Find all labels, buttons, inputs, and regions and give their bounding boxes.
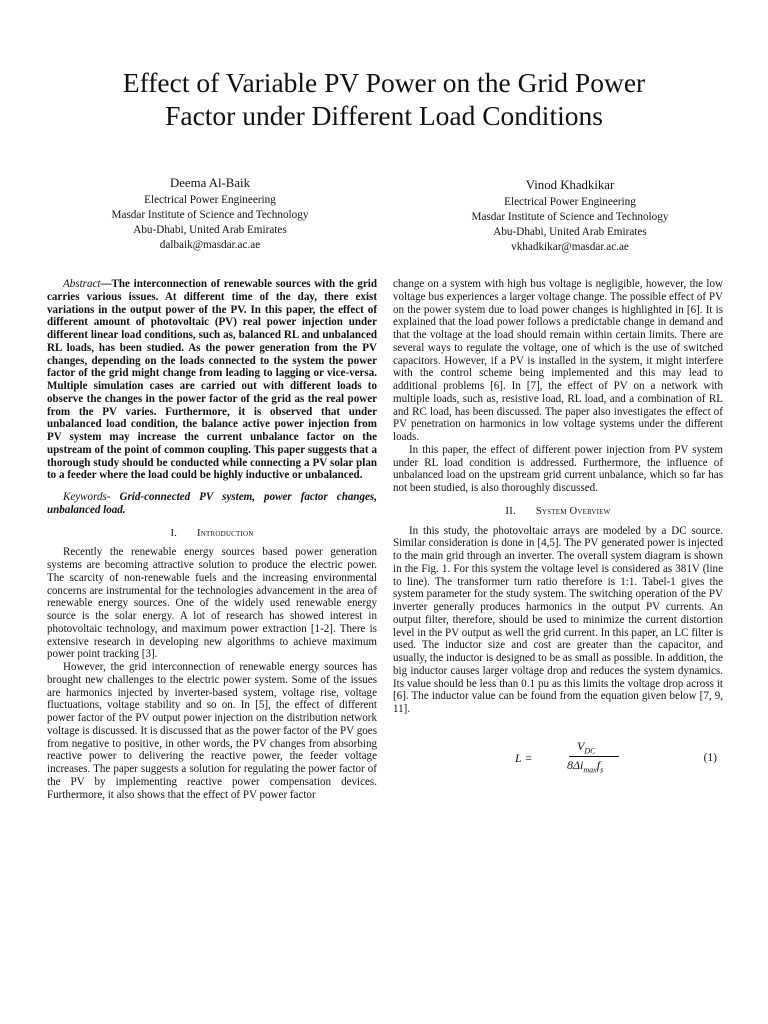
system-overview-paragraph: In this study, the photovoltaic arrays are modeled by a DC source. Similar consideration is done in [4,5]. The PV generated power is injected to the main grid through an inverter. The overall system diagram is shown in the Fig. 1. For this system the voltage level is considered as 381V (line to line). The transformer turn ratio therefore is 1:1. Tabel-1 gives the system parameter for the study system. The switching operation of the PV inverter generally produces harmonics in the output PV currents. An output filter, therefore, should be used to minimize the current distortion level in the PV output as well the grid current. In this paper, an LC filter is used. The inductor size and cost are greater than the capacitor, and usually, the inductor is designed to be as small as possible. In addition, the big inductor causes larger voltage drop and reduces the system dynamics. Its value should be less than 0.1 pu as this limits the voltage drop across it [6]. The inductor value can be found from the equation given below [7, 9, 11]. [393, 524, 723, 715]
denominator-subscript-2: s [600, 765, 604, 775]
title-line-1: Effect of Variable PV Power on the Grid Power [122, 67, 646, 98]
equation-denominator [567, 759, 603, 777]
author-email: vkhadkikar@masdar.ac.ae [511, 241, 629, 253]
introduction-paragraph-1: Recently the renewable energy sources based power generation systems are becoming attractive solution to produce the electric power. The scarcity of non-renewable fuels and the increasing environmental concerns are instrumental for the technologies advancement in the area of renewable energy sources. One of the widely used renewable energy source is the solar energy. A lot of research has showed interest in photovoltaic technology, and maximum power extraction [1-2]. There is extensive research in developing new algorithms to achieve maximum power point tracking [3]. [47, 546, 377, 661]
author-location: Abu-Dhabi, United Arab Emirates [493, 226, 647, 238]
equation-lhs: L = [515, 750, 533, 765]
abstract-text: —The interconnection of renewable sources with the grid carries various issues. At different time of the day, there exist variations in the output power of the PV. In this paper, the effect of different amount of photovoltaic (PV) real power injection under different linear load conditions, such as, balanced RL and unbalanced RL loads, has been studied. As the power generation from the PV changes, depending on the loads connected to the system the power factor of the grid might change from leading to lagging or vice-versa. Multiple simulation cases are carried out with different loads to observe the changes in the power factor of the grid as the real power from the PV varies. Furthermore, it is observed that under unbalanced load condition, the balance active power injection from PV system may increase the current unbalance factor on the upstream of the point of common coupling. This paper suggests that a thorough study should be conducted while connecting a PV solar plan to a feeder where the load could be highly inductive or unbalanced. [47, 278, 377, 482]
section-title: Introduction [197, 527, 254, 539]
right-column [393, 278, 723, 786]
section-heading-system-overview [393, 506, 723, 519]
denominator-frequency: f [596, 757, 601, 772]
fraction-bar [569, 756, 619, 757]
introduction-paragraph-2: However, the grid interconnection of renewable energy sources has brought new challenges to the electric power system. Some of the issues are harmonics injected by inverter-based system, voltage rise, voltage fluctuations, voltage stability and so on. In [5], the effect of different power factor of the PV output power injection on the distribution network voltage is discussed. It is discussed that as the power factor of the PV goes from negative to positive, in other words, the PV changes from absorbing reactive power to delivering the reactive power, the feeder voltage increases. The paper suggests a solution for regulating the power factor of the PV by implementing reactive power compensation devices. Furthermore, it also shows that the effect of PV power factor [47, 661, 377, 801]
author-name: Deema Al-Baik [170, 176, 250, 190]
keywords-label: Keywords- [63, 491, 111, 503]
section-title: System Overview [535, 505, 611, 517]
author-department: Electrical Power Engineering [504, 196, 636, 208]
denominator-term: 8Δi [567, 757, 584, 772]
abstract-label: Abstract [63, 278, 101, 290]
equation-number: (1) [703, 751, 717, 764]
title-line-2: Factor under Different Load Conditions [165, 100, 603, 131]
section-number: II. [505, 505, 516, 517]
author-department: Electrical Power Engineering [144, 194, 276, 206]
denominator-subscript-1: max [583, 765, 597, 775]
author-name: Vinod Khadkikar [525, 178, 615, 192]
section-heading-introduction [47, 528, 377, 541]
keywords [47, 491, 377, 517]
numerator-subscript: DC [584, 746, 596, 756]
equation-1 [393, 740, 723, 786]
author-institution: Masdar Institute of Science and Technology [111, 209, 309, 221]
introduction-paragraph-4: In this paper, the effect of different power injection from PV system under RL load condition is addressed. Furthermore, the influence of unbalanced load on the upstream grid current unbalance, which so far has not been studied, is also thoroughly discussed. [393, 443, 723, 494]
author-email: dalbaik@masdar.ac.ae [159, 239, 261, 251]
author-block-2 [420, 176, 720, 255]
numerator-symbol: V [577, 738, 585, 753]
author-block-1 [60, 174, 360, 253]
left-column [47, 278, 377, 801]
author-location: Abu-Dhabi, United Arab Emirates [133, 224, 287, 236]
keywords-text: Grid-connected PV system, power factor changes, unbalanced load. [47, 491, 377, 516]
author-institution: Masdar Institute of Science and Technology [471, 211, 669, 223]
introduction-paragraph-3: change on a system with high bus voltage is negligible, however, the low voltage bus experiences a larger voltage change. The possible effect of PV on the power system due to load power changes is highlighted in [6]. It is explained that the load power follows a predictable change in demand and that the voltage at the load should remain within certain limits. There are several ways to regulate the voltage, one of which is the use of switched capacitors. However, if a PV is installed in the system, it might interfere with the control scheme being implemented and this may lead to additional problems [6]. In [7], the effect of PV on a network with multiple loads, such as, resistive load, RL load, and a combination of RL and RC load, has been discussed. The paper also investigates the effect of PV penetration on harmonics in low voltage systems under the different loads. [393, 278, 723, 443]
paper-title [40, 66, 728, 132]
section-number: I. [170, 527, 178, 539]
abstract [47, 278, 377, 482]
